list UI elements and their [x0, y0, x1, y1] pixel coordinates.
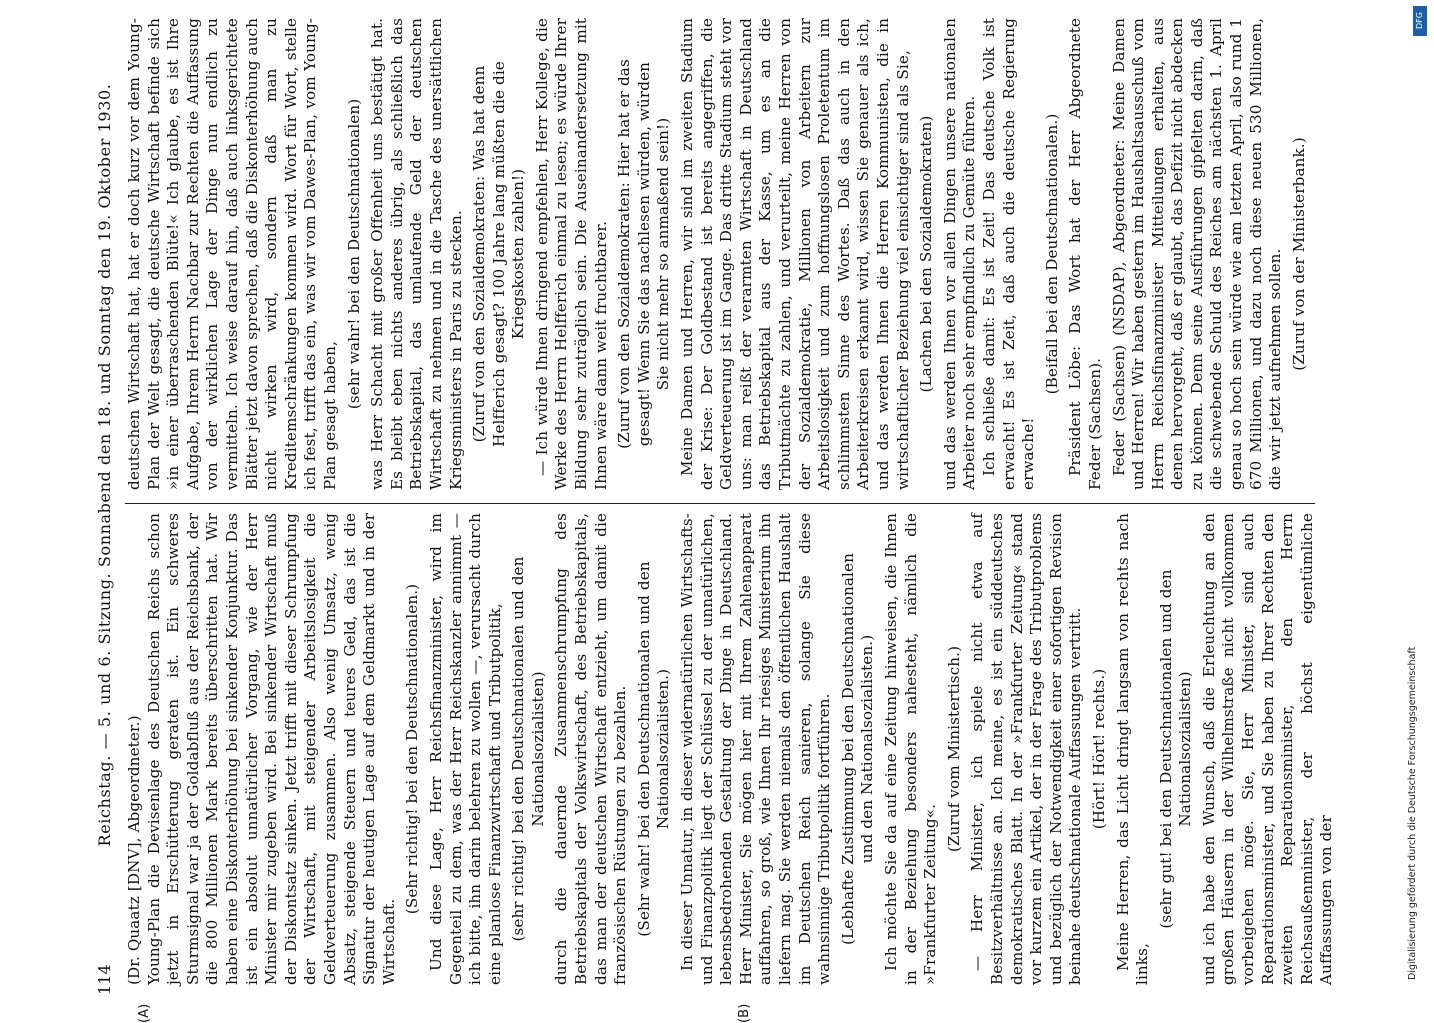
interjection: (Sehr wahr! bei den Deutschnationalen und den Nationalsozialisten.)	[634, 561, 673, 937]
page-header	[95, 5, 121, 995]
paragraph: — Herr Minister, ich spiele nicht etwa auf Besitzverhältnisse an. Ich meine, es ist ein süddeutsches demokratisches Blatt. In der »Frankfurter Zeitung« stand vor kurzem ein Artikel, der in der Frage des Tributproblems und bezüglich der Notwendigkeit einer sofortigen Revision beinahe deutschnationale Auffassungen vertritt.	[968, 513, 1085, 985]
right-column	[125, 18, 1320, 490]
speaker-paragraph: Feder (Sachsen) (NSDAP), Abgeordneter: Meine Damen und Herren! Wir haben gestern im Haushaltsausschuß vom Herrn Reichsfinanzminister Mitteilungen erhalten, aus denen hervorgeht, daß er glaubt, das Defizit nicht abdecken zu können. Denn seine Ausführungen gipfelten darin, daß die schwebende Schuld des Reiches am nächsten 1. April genau so hoch sein würde wie am letzten April, also rund 1 670 Millionen, und dazu noch diese neuen 530 Millionen, die wir jetzt aufnehmen sollen.	[1109, 18, 1285, 490]
dfg-logo: DFG	[1413, 6, 1427, 36]
interjection: (Zuruf von den Sozialdemokraten: Hier hat er das gesagt! Wenn Sie das nachlesen würden, würden Sie nicht mehr so anmaßend sein!)	[615, 59, 673, 449]
interjection: (Zuruf vom Ministertisch.)	[944, 645, 963, 853]
margin-marker-b: (B)	[737, 1003, 752, 1023]
left-column	[125, 513, 1336, 985]
paragraph: und ich habe den Wunsch, daß die Erleuchtung an den großen Häusern in der Wilhelmstraße nicht vollkommen vorbeigehen möge. Sie, Herr Minister, sind auch Reparationsminister, und Sie haben zu Ihrer Rechten den zweiten Reparationsminister, den Herrn Reichsaußenminister, der höchst eigentümliche Auffassungen von der	[1199, 513, 1336, 985]
interjection: (sehr gut! bei den Deutschnationalen und den Nationalsozialisten)	[1156, 569, 1195, 929]
interjection: (sehr wahr! bei den Deutschnationalen)	[344, 98, 363, 410]
interjection: (Hört! Hört! rechts.)	[1089, 668, 1108, 830]
paragraph: Meine Damen und Herren, wir sind im zweiten Stadium der Krise: Der Goldbestand ist bereits angegriffen, die Geldverteuerung ist im Gange. Das dritte Stadium steht vor uns: man reißt der verarmten Wirtschaft in Deutschland das Betriebskapital aus der Kasse, um es an die Tributmächte zu zahlen, und verurteilt, meine Herren von der Sozialdemokratie, Millionen von Arbeitern zur Arbeitslosigkeit und zum hoffnungslosen Proletentum im schlimmsten Sinne des Wortes. Daß das auch in den Arbeiterkreisen erkannt wird, wissen Sie genauer als ich, und das werden Ihnen die Herren Kommunisten, die in wirtschaftlicher Beziehung viel einsichtiger sind als Sie,	[678, 18, 912, 490]
paragraph: Ich schließe damit: Es ist Zeit! Das deutsche Volk ist erwacht! Es ist Zeit, daß auch die deutsche Regierung erwache!	[979, 18, 1038, 490]
digitization-credit	[1405, 10, 1425, 990]
interjection: (Sehr richtig! bei den Deutschnationalen.)	[403, 583, 422, 915]
paragraph: Young-Plan die Devisenlage des Deutschen Reichs schon jetzt in Erschütterung geraten ist. Ein schweres Sturmsignal war ja der Goldabfluß aus der Reichsbank, der die 800 Millionen Mark bereits überschritten hat. Wir haben eine Diskonterhöhung bei sinkender Konjunktur. Das ist ein absolut unnatürlicher Vorgang, wie der Herr Minister mir zugeben wird. Bei sinkender Wirtschaft muß der Diskontsatz sinken. Jetzt trifft mit dieser Schrumpfung der Wirtschaft, mit steigender Arbeitslosigkeit die Geldverteuerung zusammen. Also wenig Umsatz, wenig Absatz, steigende Steuern und teures Geld, das ist die Signatur der heutigen Lage auf dem Geldmarkt und in der Wirtschaft.	[144, 513, 398, 985]
paragraph: was Herr Schacht mit großer Offenheit uns bestätigt hat. Es bleibt eben nichts anderes übrig, als schließlich das Betriebskapital, das umlaufende Geld der deutschen Wirtschaft zu nehmen und in die Tasche des unersättlichen Kriegsministers in Paris zu stecken.	[368, 18, 465, 490]
page-number: 114	[95, 964, 114, 995]
paragraph: — Ich würde Ihnen dringend empfehlen, Herr Kollege, die Werke des Herrn Helfferich einmal zu lesen; es würde Ihrer Bildung sehr zuträglich sein. Die Auseinandersetzung mit Ihnen wäre dann weit fruchtbarer.	[532, 18, 610, 490]
credit-text: Digitalisierung gefördert durch die Deutsche Forschungsgemeinschaft	[1407, 646, 1418, 980]
interjection: (Zuruf von der Ministerbank.)	[1289, 137, 1308, 371]
paragraph: Meine Herren, das Licht dringt langsam von rechts nach links,	[1113, 513, 1152, 985]
paragraph: und das werden Ihnen vor allen Dingen unsere nationalen Arbeiter noch sehr empfindlich zu Gemüte führen.	[940, 18, 979, 490]
paragraph: Ich möchte Sie da auf eine Zeitung hinweisen, die Ihnen in der Beziehung besonders nahesteht, nämlich die »Frankfurter Zeitung«.	[881, 513, 940, 985]
paragraph: In dieser Unnatur, in dieser widernatürlichen Wirtschafts- und Finanzpolitik liegt der Schlüssel zu der unnatürlichen, lebensbedrohenden Gestaltung der Dinge in Deutschland. Herr Minister, Sie mögen hier mit Ihrem Zahlenapparat auffahren, so groß, wie Ihnen Ihr riesiges Ministerium ihn liefern mag. Sie werden niemals den öffentlichen Haushalt im Deutschen Reich sanieren, solange Sie diese wahnsinnige Tributpolitik fortführen.	[678, 513, 834, 985]
paragraph: (Dr. Quaatz [DNV], Abgeordneter.)	[125, 715, 143, 985]
interjection: (sehr richtig! bei den Deutschnationalen und den Nationalsozialisten)	[509, 556, 547, 942]
interjection: (Lebhafte Zustimmung bei den Deutschnationalen und den Nationalsozialisten.)	[838, 553, 877, 945]
interjection: (Beifall bei den Deutschnationalen.)	[1042, 113, 1061, 395]
paragraph: deutschen Wirtschaft hat, hat er doch kurz vor dem Young-Plan der Welt gesagt, die deutsche Wirtschaft befinde sich »in einer überraschenden Blüte!« Ich glaube, es ist Ihre Aufgabe, Ihrem Herrn Nachbar zur Rechten die Auffassung von der wirklichen Lage der Dinge nun endlich zu vermitteln. Ich weise darauf hin, daß auch linksgerichtete Blätter jetzt davon sprechen, daß die Diskonterhöhung auch nicht wirken wird, sondern daß man zu Kreditemschränkungen kommen wird. Wort für Wort, stelle ich fest, trifft das ein, was wir vom Dawes-Plan, vom Young-Plan gesagt haben,	[125, 18, 339, 490]
margin-marker-a: (A)	[137, 1003, 152, 1023]
interjection: (Zuruf von den Sozialdemokraten: Was hat denn Helfferich gesagt? 100 Jahre lang müßten die die Kriegskosten zahlen!)	[470, 61, 528, 447]
column-divider	[125, 503, 1315, 504]
paragraph: durch die dauernde Zusammenschrumpfung des Betriebskapitals der Volkswirtschaft, des Betriebskapitals, das man der deutschen Wirtschaft entzieht, um damit die französischen Rüstungen zu bezahlen.	[552, 513, 630, 985]
interjection: (Lachen bei den Sozialdemokraten)	[917, 115, 936, 393]
paragraph: Und diese Lage, Herr Reichsfinanzminister, wird im Gegenteil zu dem, was der Herr Reichskanzler annimmt — ich bitte, ihn darin belehren zu wollen —, verursacht durch eine planlose Finanzwirtschaft und Tributpolitik,	[426, 513, 504, 985]
rotated-page	[95, 5, 1336, 1023]
page-title: Reichstag. — 5. und 6. Sitzung. Sonnabend den 18. und Sonntag den 19. Oktober 1930.	[95, 83, 114, 847]
speaker-paragraph: Präsident Löbe: Das Wort hat der Herr Abgeordnete Feder (Sachsen).	[1066, 18, 1104, 490]
